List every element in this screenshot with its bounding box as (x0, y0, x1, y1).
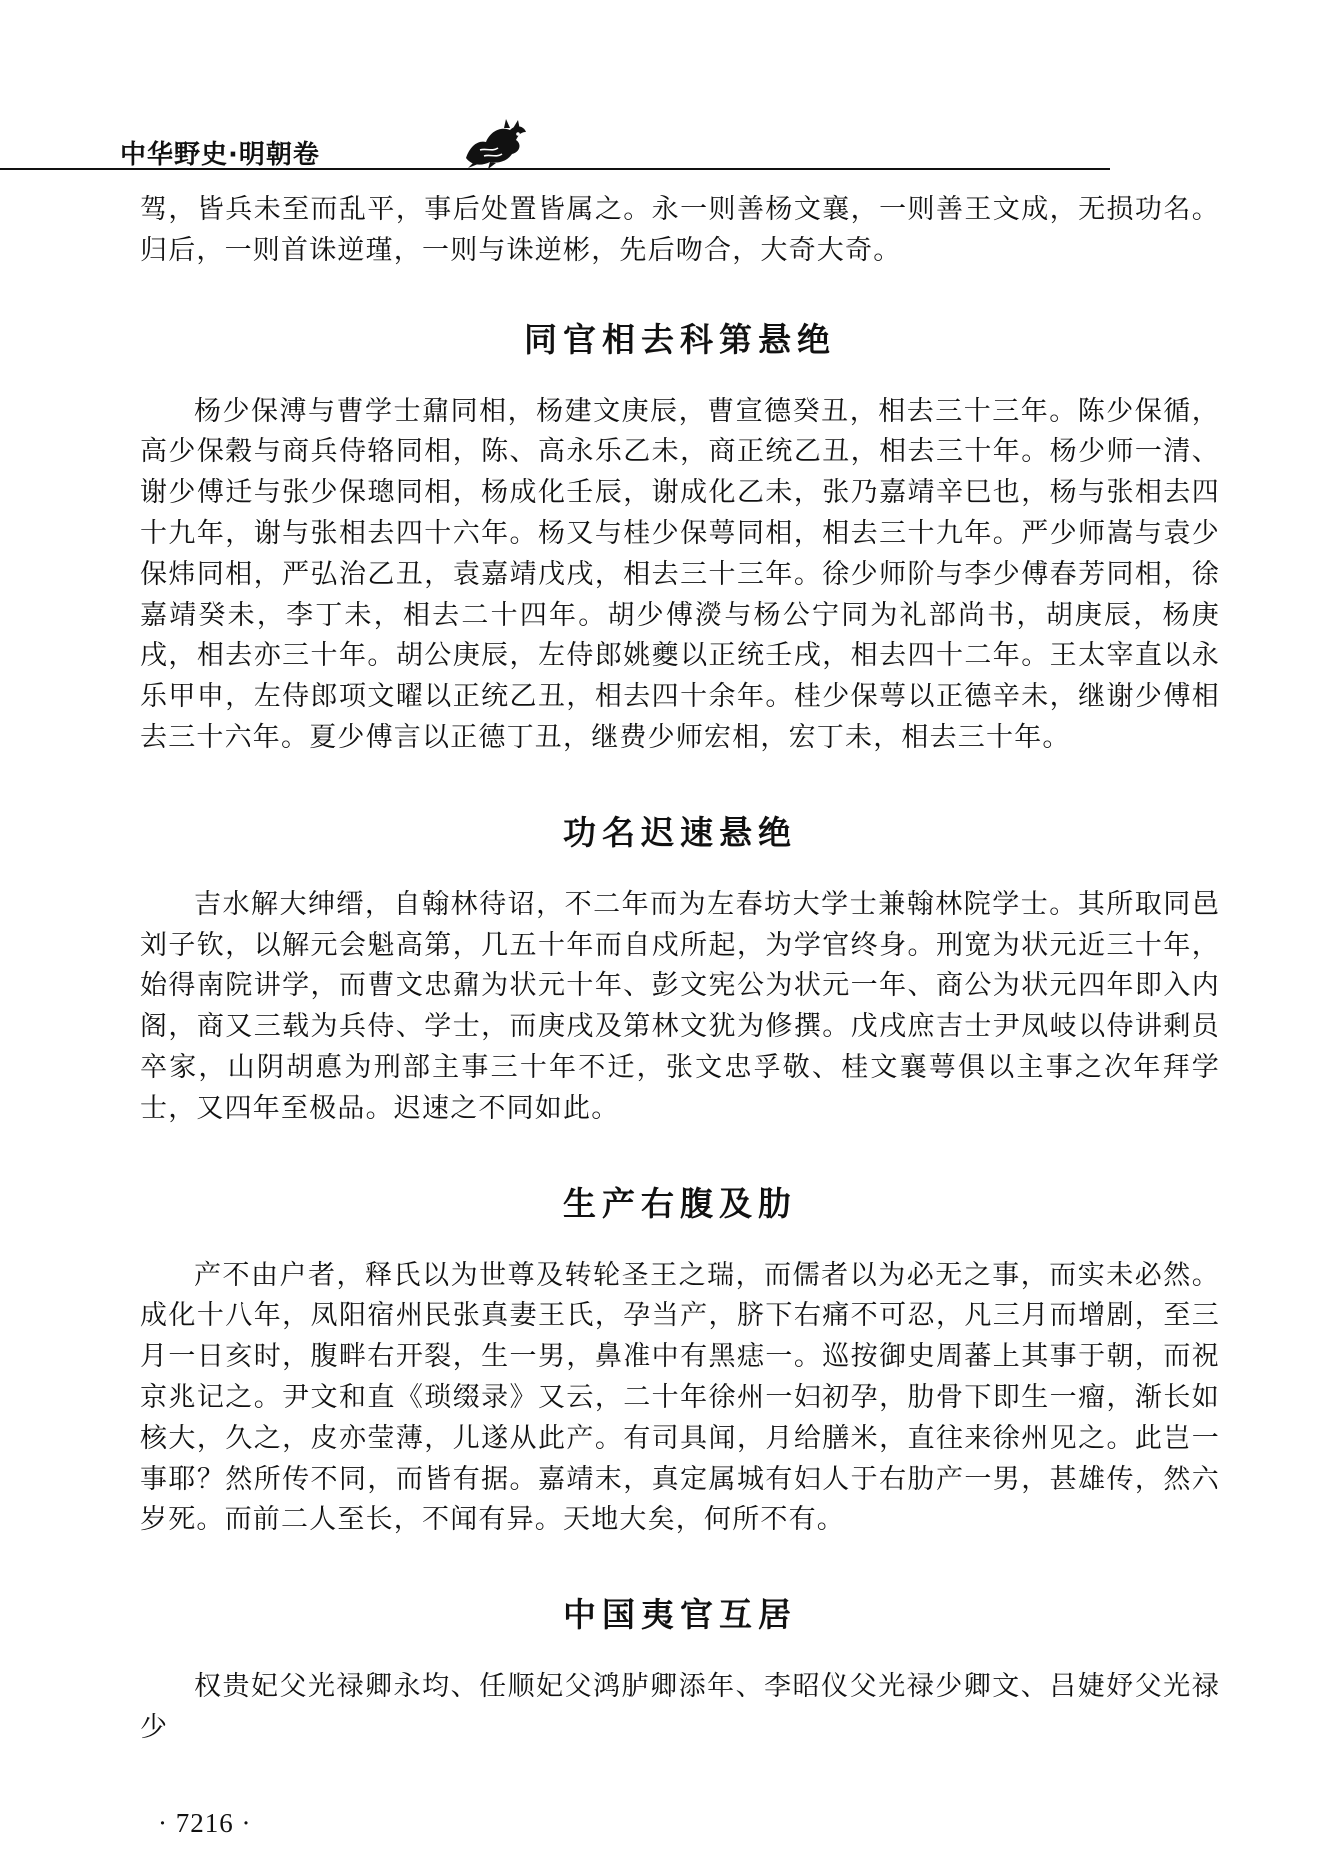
intro-paragraph: 驾，皆兵未至而乱平，事后处置皆属之。永一则善杨文襄，一则善王文成，无损功名。归后，一则首诛逆瑾，一则与诛逆彬，先后吻合，大奇大奇。 (140, 194, 1220, 266)
section-title-2: 功名迟速悬绝 (563, 812, 797, 852)
section-body-4: 权贵妃父光禄卿永均、任顺妃父鸿胪卿添年、李昭仪父光禄少卿文、吕婕妤父光禄少 (140, 1671, 1220, 1743)
section-title-3: 生产右腹及肋 (563, 1183, 797, 1223)
section-body-2: 吉水解大绅缙，自翰林待诏，不二年而为左春坊大学士兼翰林院学士。其所取同邑刘子钦，以解元会魁高第，几五十年而自戍所起，为学官终身。刑宽为状元近三十年，始得南院讲学，而曹文忠鼐为状元十年、彭文宪公为状元一年、商公为状元四年即入内阁，商又三载为兵侍、学士，而庚戌及第林文犹为修撰。戊戌庶吉士尹凤岐以侍讲剩员卒家，山阴胡悳为刑部主事三十年不迁，张文忠孚敬、桂文襄萼俱以主事之次年拜学士，又四年至极品。迟速之不同如此。 (140, 888, 1220, 1124)
dragon-emblem-icon (460, 118, 530, 170)
section-title-4: 中国夷官互居 (563, 1595, 797, 1635)
section-title-1: 同官相去科第悬绝 (524, 319, 836, 359)
page-content (140, 190, 1220, 1749)
page-number: · 7216 · (158, 1808, 252, 1838)
section-body-3: 产不由户者，释氏以为世尊及转轮圣王之瑞，而儒者以为必无之事，而实未必然。成化十八年，凤阳宿州民张真妻王氏，孕当产，脐下右痛不可忍，凡三月而增剧，至三月一日亥时，腹畔右开裂，生一男，鼻准中有黑痣一。巡按御史周蕃上其事于朝，而祝京兆记之。尹文和直《琐缀录》又云，二十年徐州一妇初孕，肋骨下即生一瘤，渐长如核大，久之，皮亦莹薄，儿遂从此产。有司具闻，月给膳米，直往来徐州见之。此岂一事耶？然所传不同，而皆有据。嘉靖末，真定属城有妇人于右肋产一男，甚雄传，然六岁死。而前二人至长，不闻有异。天地大矣，何所不有。 (140, 1259, 1220, 1536)
section-body-1: 杨少保溥与曹学士鼐同相，杨建文庚辰，曹宣德癸丑，相去三十三年。陈少保循，高少保穀与商兵侍辂同相，陈、高永乐乙未，商正统乙丑，相去三十年。杨少师一清、谢少傅迁与张少保璁同相，杨成化壬辰，谢成化乙未，张乃嘉靖辛巳也，杨与张相去四十九年，谢与张相去四十六年。杨又与桂少保萼同相，相去三十九年。严少师嵩与袁少保炜同相，严弘治乙丑，袁嘉靖戊戌，相去三十三年。徐少师阶与李少傅春芳同相，徐嘉靖癸未，李丁未，相去二十四年。胡少傅濙与杨公宁同为礼部尚书，胡庚辰，杨庚戌，相去亦三十年。胡公庚辰，左侍郎姚夔以正统壬戌，相去四十二年。王太宰直以永乐甲申，左侍郎项文曜以正统乙丑，相去四十余年。桂少保萼以正德辛未，继谢少傅相去三十六年。夏少傅言以正德丁丑，继费少师宏相，宏丁未，相去三十年。 (140, 395, 1220, 753)
book-title: 中华野史·明朝卷 (120, 140, 320, 170)
header-divider (0, 168, 1110, 170)
page-header (120, 120, 1230, 180)
